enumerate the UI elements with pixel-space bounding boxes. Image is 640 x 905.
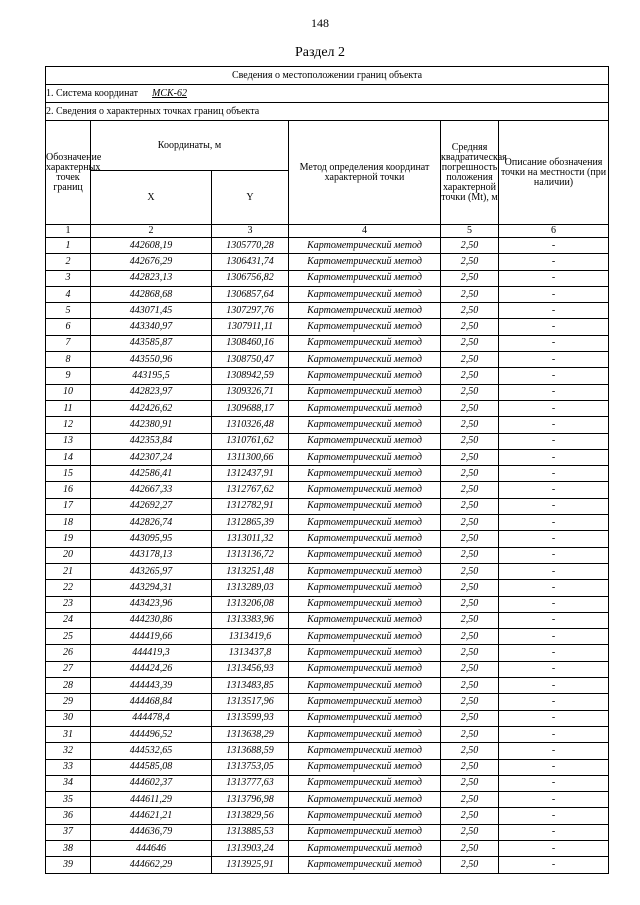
description-cell: - <box>499 433 609 449</box>
accuracy-cell: 2,50 <box>441 368 499 384</box>
point-number: 3 <box>46 270 91 286</box>
method-cell: Картометрический метод <box>289 547 441 563</box>
description-cell: - <box>499 857 609 873</box>
table-row <box>46 678 609 694</box>
table-row <box>46 775 609 791</box>
coord-x: 442608,19 <box>91 238 212 254</box>
coord-x: 444585,08 <box>91 759 212 775</box>
point-number: 26 <box>46 645 91 661</box>
coord-x: 442823,97 <box>91 384 212 400</box>
method-cell: Картометрический метод <box>289 531 441 547</box>
method-cell: Картометрический метод <box>289 417 441 433</box>
coord-x: 444646 <box>91 840 212 856</box>
method-cell: Картометрический метод <box>289 775 441 791</box>
table-row <box>46 400 609 416</box>
accuracy-cell: 2,50 <box>441 286 499 302</box>
table-row <box>46 384 609 400</box>
coord-x: 443340,97 <box>91 319 212 335</box>
method-cell: Картометрический метод <box>289 515 441 531</box>
accuracy-cell: 2,50 <box>441 743 499 759</box>
boundary-points-table <box>45 66 609 874</box>
table-row <box>46 531 609 547</box>
point-number: 27 <box>46 661 91 677</box>
table-row <box>46 254 609 270</box>
point-number: 30 <box>46 710 91 726</box>
coord-x: 444611,29 <box>91 792 212 808</box>
method-cell: Картометрический метод <box>289 400 441 416</box>
coord-x: 442667,33 <box>91 482 212 498</box>
point-number: 39 <box>46 857 91 873</box>
coord-x: 443178,13 <box>91 547 212 563</box>
coord-y: 1313483,85 <box>212 678 289 694</box>
accuracy-cell: 2,50 <box>441 384 499 400</box>
coord-x: 444532,65 <box>91 743 212 759</box>
description-cell: - <box>499 645 609 661</box>
description-cell: - <box>499 678 609 694</box>
coord-x: 443550,96 <box>91 352 212 368</box>
method-cell: Картометрический метод <box>289 368 441 384</box>
point-number: 19 <box>46 531 91 547</box>
method-cell: Картометрический метод <box>289 563 441 579</box>
coord-y: 1313517,96 <box>212 694 289 710</box>
accuracy-cell: 2,50 <box>441 726 499 742</box>
method-cell: Картометрический метод <box>289 319 441 335</box>
method-cell: Картометрический метод <box>289 238 441 254</box>
description-cell: - <box>499 417 609 433</box>
accuracy-cell: 2,50 <box>441 824 499 840</box>
method-cell: Картометрический метод <box>289 449 441 465</box>
point-number: 34 <box>46 775 91 791</box>
method-cell: Картометрический метод <box>289 792 441 808</box>
method-cell: Картометрический метод <box>289 710 441 726</box>
coord-x: 444496,52 <box>91 726 212 742</box>
accuracy-cell: 2,50 <box>441 531 499 547</box>
method-cell: Картометрический метод <box>289 352 441 368</box>
coord-x: 442586,41 <box>91 466 212 482</box>
coord-x: 442353,84 <box>91 433 212 449</box>
point-number: 32 <box>46 743 91 759</box>
coord-x: 442426,62 <box>91 400 212 416</box>
table-row <box>46 303 609 319</box>
coord-y: 1309688,17 <box>212 400 289 416</box>
points-heading: 2. Сведения о характерных точках границ объекта <box>46 103 609 121</box>
column-number: 5 <box>441 225 499 238</box>
coord-x: 443071,45 <box>91 303 212 319</box>
coord-y: 1313688,59 <box>212 743 289 759</box>
coord-x: 444230,86 <box>91 612 212 628</box>
method-cell: Картометрический метод <box>289 678 441 694</box>
point-number: 13 <box>46 433 91 449</box>
method-cell: Картометрический метод <box>289 580 441 596</box>
table-row <box>46 466 609 482</box>
table-row <box>46 792 609 808</box>
coord-x: 444636,79 <box>91 824 212 840</box>
coord-y: 1306857,64 <box>212 286 289 302</box>
accuracy-cell: 2,50 <box>441 612 499 628</box>
accuracy-cell: 2,50 <box>441 303 499 319</box>
method-cell: Картометрический метод <box>289 645 441 661</box>
description-cell: - <box>499 319 609 335</box>
coord-y: 1313777,63 <box>212 775 289 791</box>
description-cell: - <box>499 743 609 759</box>
coord-x: 443095,95 <box>91 531 212 547</box>
coord-x: 444662,29 <box>91 857 212 873</box>
coord-x: 442692,27 <box>91 498 212 514</box>
coord-x: 442823,13 <box>91 270 212 286</box>
description-cell: - <box>499 270 609 286</box>
point-number: 33 <box>46 759 91 775</box>
column-number: 6 <box>499 225 609 238</box>
coord-y: 1312767,62 <box>212 482 289 498</box>
coord-y: 1307297,76 <box>212 303 289 319</box>
coord-y: 1313599,93 <box>212 710 289 726</box>
description-cell: - <box>499 238 609 254</box>
accuracy-cell: 2,50 <box>441 254 499 270</box>
method-cell: Картометрический метод <box>289 612 441 628</box>
accuracy-cell: 2,50 <box>441 694 499 710</box>
points-heading-row <box>46 103 609 121</box>
coord-y: 1313011,32 <box>212 531 289 547</box>
coord-system-label: 1. Система координат <box>46 87 139 99</box>
table-row <box>46 580 609 596</box>
table-row <box>46 352 609 368</box>
description-cell: - <box>499 694 609 710</box>
accuracy-cell: 2,50 <box>441 352 499 368</box>
coord-x: 443294,31 <box>91 580 212 596</box>
coord-x: 443423,96 <box>91 596 212 612</box>
coord-x: 443585,87 <box>91 335 212 351</box>
coord-y: 1307911,11 <box>212 319 289 335</box>
accuracy-cell: 2,50 <box>441 580 499 596</box>
description-cell: - <box>499 368 609 384</box>
point-number: 23 <box>46 596 91 612</box>
point-number: 16 <box>46 482 91 498</box>
table-row <box>46 661 609 677</box>
coord-y: 1308750,47 <box>212 352 289 368</box>
point-number: 17 <box>46 498 91 514</box>
accuracy-cell: 2,50 <box>441 433 499 449</box>
table-row <box>46 433 609 449</box>
table-row <box>46 743 609 759</box>
method-cell: Картометрический метод <box>289 286 441 302</box>
coord-x: 443265,97 <box>91 563 212 579</box>
coord-y: 1313903,24 <box>212 840 289 856</box>
description-cell: - <box>499 661 609 677</box>
coord-x: 444478,4 <box>91 710 212 726</box>
coord-x: 444443,39 <box>91 678 212 694</box>
coord-y: 1313251,48 <box>212 563 289 579</box>
coord-y: 1308460,16 <box>212 335 289 351</box>
coord-y: 1313456,93 <box>212 661 289 677</box>
method-cell: Картометрический метод <box>289 629 441 645</box>
coord-y: 1313419,6 <box>212 629 289 645</box>
coord-x: 444419,3 <box>91 645 212 661</box>
table-row <box>46 596 609 612</box>
accuracy-cell: 2,50 <box>441 400 499 416</box>
accuracy-cell: 2,50 <box>441 547 499 563</box>
description-cell: - <box>499 352 609 368</box>
table-row <box>46 482 609 498</box>
header-row-1 <box>46 121 609 171</box>
column-number: 1 <box>46 225 91 238</box>
table-title: Сведения о местоположении границ объекта <box>46 67 609 85</box>
coord-y: 1311300,66 <box>212 449 289 465</box>
accuracy-cell: 2,50 <box>441 270 499 286</box>
table-row <box>46 694 609 710</box>
column-number: 2 <box>91 225 212 238</box>
table-row <box>46 368 609 384</box>
coord-y: 1313437,8 <box>212 645 289 661</box>
point-number: 35 <box>46 792 91 808</box>
description-cell: - <box>499 498 609 514</box>
table-row <box>46 840 609 856</box>
coord-y: 1313753,05 <box>212 759 289 775</box>
accuracy-cell: 2,50 <box>441 775 499 791</box>
accuracy-cell: 2,50 <box>441 840 499 856</box>
coord-y: 1313136,72 <box>212 547 289 563</box>
method-cell: Картометрический метод <box>289 498 441 514</box>
accuracy-cell: 2,50 <box>441 808 499 824</box>
accuracy-cell: 2,50 <box>441 482 499 498</box>
description-cell: - <box>499 335 609 351</box>
accuracy-cell: 2,50 <box>441 319 499 335</box>
method-cell: Картометрический метод <box>289 254 441 270</box>
accuracy-cell: 2,50 <box>441 645 499 661</box>
point-number: 20 <box>46 547 91 563</box>
description-cell: - <box>499 759 609 775</box>
table-row <box>46 319 609 335</box>
method-cell: Картометрический метод <box>289 857 441 873</box>
accuracy-cell: 2,50 <box>441 710 499 726</box>
method-cell: Картометрический метод <box>289 824 441 840</box>
coord-y: 1313829,56 <box>212 808 289 824</box>
table-row <box>46 824 609 840</box>
header-description: Описание обозначения точки на местности (при наличии) <box>499 121 609 225</box>
accuracy-cell: 2,50 <box>441 466 499 482</box>
description-cell: - <box>499 384 609 400</box>
coord-x: 444468,84 <box>91 694 212 710</box>
coord-x: 442676,29 <box>91 254 212 270</box>
description-cell: - <box>499 792 609 808</box>
accuracy-cell: 2,50 <box>441 335 499 351</box>
header-point-designation: Обозначение характерных точек границ <box>46 121 91 225</box>
table-row <box>46 515 609 531</box>
column-number-row <box>46 225 609 238</box>
table-row <box>46 286 609 302</box>
coord-y: 1310326,48 <box>212 417 289 433</box>
coord-y: 1306756,82 <box>212 270 289 286</box>
accuracy-cell: 2,50 <box>441 857 499 873</box>
table-row <box>46 498 609 514</box>
method-cell: Картометрический метод <box>289 661 441 677</box>
description-cell: - <box>499 580 609 596</box>
method-cell: Картометрический метод <box>289 743 441 759</box>
header-y: Y <box>212 171 289 225</box>
description-cell: - <box>499 775 609 791</box>
accuracy-cell: 2,50 <box>441 498 499 514</box>
point-number: 9 <box>46 368 91 384</box>
page-number: 148 <box>311 16 329 30</box>
table-row <box>46 563 609 579</box>
point-number: 6 <box>46 319 91 335</box>
coord-y: 1313289,03 <box>212 580 289 596</box>
accuracy-cell: 2,50 <box>441 661 499 677</box>
description-cell: - <box>499 808 609 824</box>
coord-x: 442380,91 <box>91 417 212 433</box>
accuracy-cell: 2,50 <box>441 449 499 465</box>
accuracy-cell: 2,50 <box>441 629 499 645</box>
point-number: 18 <box>46 515 91 531</box>
coord-y: 1312437,91 <box>212 466 289 482</box>
description-cell: - <box>499 824 609 840</box>
method-cell: Картометрический метод <box>289 759 441 775</box>
coord-system-row <box>46 85 609 103</box>
method-cell: Картометрический метод <box>289 694 441 710</box>
column-number: 4 <box>289 225 441 238</box>
method-cell: Картометрический метод <box>289 270 441 286</box>
description-cell: - <box>499 840 609 856</box>
method-cell: Картометрический метод <box>289 482 441 498</box>
point-number: 25 <box>46 629 91 645</box>
description-cell: - <box>499 303 609 319</box>
point-number: 10 <box>46 384 91 400</box>
coord-y: 1308942,59 <box>212 368 289 384</box>
point-number: 1 <box>46 238 91 254</box>
coord-y: 1313925,91 <box>212 857 289 873</box>
coord-x: 444424,26 <box>91 661 212 677</box>
point-number: 24 <box>46 612 91 628</box>
point-number: 31 <box>46 726 91 742</box>
description-cell: - <box>499 547 609 563</box>
coord-y: 1305770,28 <box>212 238 289 254</box>
coord-system-value: МСК-62 <box>152 87 188 99</box>
accuracy-cell: 2,50 <box>441 678 499 694</box>
table-row <box>46 238 609 254</box>
table-row <box>46 726 609 742</box>
coord-y: 1312865,39 <box>212 515 289 531</box>
coord-x: 444419,66 <box>91 629 212 645</box>
point-number: 37 <box>46 824 91 840</box>
point-number: 14 <box>46 449 91 465</box>
method-cell: Картометрический метод <box>289 840 441 856</box>
coord-y: 1309326,71 <box>212 384 289 400</box>
coord-y: 1306431,74 <box>212 254 289 270</box>
table-row <box>46 417 609 433</box>
point-number: 22 <box>46 580 91 596</box>
description-cell: - <box>499 726 609 742</box>
accuracy-cell: 2,50 <box>441 759 499 775</box>
coord-x: 442868,68 <box>91 286 212 302</box>
point-number: 5 <box>46 303 91 319</box>
table-row <box>46 449 609 465</box>
accuracy-cell: 2,50 <box>441 238 499 254</box>
method-cell: Картометрический метод <box>289 808 441 824</box>
coord-x: 443195,5 <box>91 368 212 384</box>
point-number: 2 <box>46 254 91 270</box>
description-cell: - <box>499 254 609 270</box>
description-cell: - <box>499 286 609 302</box>
coord-y: 1313796,98 <box>212 792 289 808</box>
description-cell: - <box>499 449 609 465</box>
method-cell: Картометрический метод <box>289 384 441 400</box>
table-row <box>46 629 609 645</box>
description-cell: - <box>499 612 609 628</box>
coord-x: 444602,37 <box>91 775 212 791</box>
table-row <box>46 335 609 351</box>
method-cell: Картометрический метод <box>289 303 441 319</box>
table-row <box>46 612 609 628</box>
description-cell: - <box>499 563 609 579</box>
table-title-row <box>46 67 609 85</box>
description-cell: - <box>499 400 609 416</box>
point-number: 21 <box>46 563 91 579</box>
accuracy-cell: 2,50 <box>441 417 499 433</box>
method-cell: Картометрический метод <box>289 726 441 742</box>
point-number: 28 <box>46 678 91 694</box>
point-number: 29 <box>46 694 91 710</box>
coord-x: 442307,24 <box>91 449 212 465</box>
method-cell: Картометрический метод <box>289 335 441 351</box>
point-number: 36 <box>46 808 91 824</box>
header-coordinates: Координаты, м <box>91 121 289 171</box>
point-number: 7 <box>46 335 91 351</box>
table-row <box>46 759 609 775</box>
point-number: 8 <box>46 352 91 368</box>
accuracy-cell: 2,50 <box>441 563 499 579</box>
coord-y: 1313383,96 <box>212 612 289 628</box>
coord-y: 1313638,29 <box>212 726 289 742</box>
coord-x: 444621,21 <box>91 808 212 824</box>
coord-x: 442826,74 <box>91 515 212 531</box>
description-cell: - <box>499 531 609 547</box>
accuracy-cell: 2,50 <box>441 515 499 531</box>
description-cell: - <box>499 710 609 726</box>
accuracy-cell: 2,50 <box>441 596 499 612</box>
section-title: Раздел 2 <box>294 45 346 60</box>
table-row <box>46 808 609 824</box>
table-row <box>46 645 609 661</box>
method-cell: Картометрический метод <box>289 466 441 482</box>
point-number: 15 <box>46 466 91 482</box>
point-number: 38 <box>46 840 91 856</box>
description-cell: - <box>499 629 609 645</box>
coord-y: 1310761,62 <box>212 433 289 449</box>
table-row <box>46 857 609 873</box>
table-row <box>46 547 609 563</box>
description-cell: - <box>499 466 609 482</box>
method-cell: Картометрический метод <box>289 433 441 449</box>
point-number: 4 <box>46 286 91 302</box>
coord-y: 1313885,53 <box>212 824 289 840</box>
description-cell: - <box>499 596 609 612</box>
description-cell: - <box>499 515 609 531</box>
point-number: 11 <box>46 400 91 416</box>
coord-y: 1312782,91 <box>212 498 289 514</box>
description-cell: - <box>499 482 609 498</box>
accuracy-cell: 2,50 <box>441 792 499 808</box>
method-cell: Картометрический метод <box>289 596 441 612</box>
coord-y: 1313206,08 <box>212 596 289 612</box>
table-row <box>46 270 609 286</box>
header-accuracy: Средняя квадратическая погрешность положения характерной точки (Mt), м <box>441 121 499 225</box>
point-number: 12 <box>46 417 91 433</box>
header-method: Метод определения координат характерной точки <box>289 121 441 225</box>
column-number: 3 <box>212 225 289 238</box>
header-x: X <box>91 171 212 225</box>
table-row <box>46 710 609 726</box>
